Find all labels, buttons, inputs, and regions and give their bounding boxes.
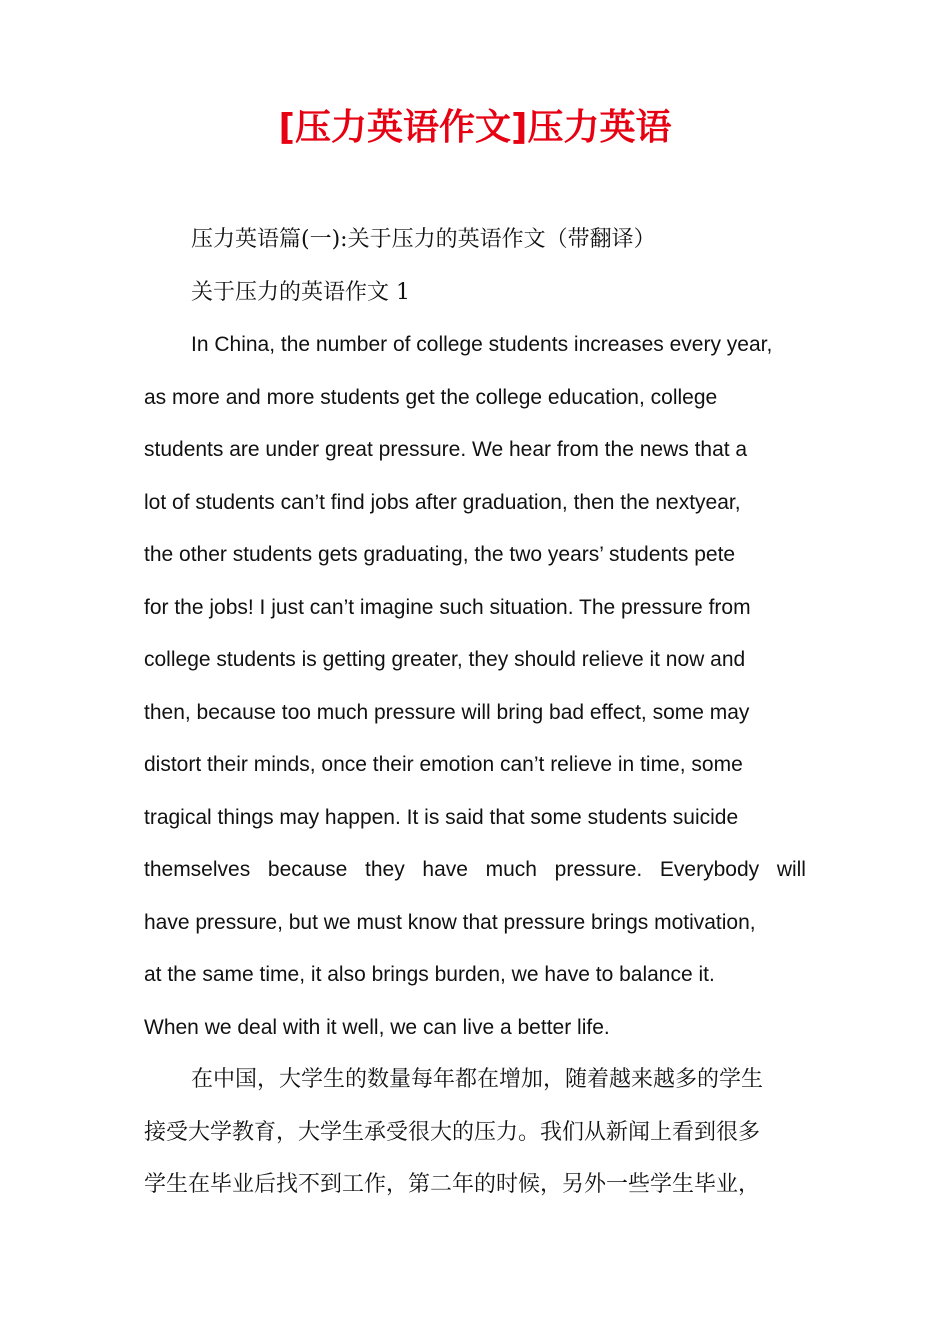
text-line: lot of students can’t find jobs after graduation, then the nextyear,	[144, 490, 741, 514]
text-line: the other students gets graduating, the two years’ students pete	[144, 543, 736, 566]
text-line: In China, the number of college students increases every year,	[191, 333, 773, 356]
word: because	[267, 858, 348, 881]
text-line: 学生在毕业后找不到工作，第二年的时候，另外一些学生毕业，	[144, 1172, 761, 1197]
text-line: have pressure, but we must know that pressure brings motivation,	[144, 910, 756, 934]
text-line: students are under great pressure. We hear from the news that a	[144, 438, 748, 461]
word: much	[485, 858, 537, 881]
text-line: 接受大学教育，大学生承受很大的压力。我们从新闻上看到很多	[144, 1119, 761, 1145]
section-heading: 压力英语篇(一):关于压力的英语作文（带翻译）	[191, 227, 656, 252]
text-line: college students is getting greater, they should relieve it now and	[144, 648, 746, 671]
english-paragraph	[144, 319, 814, 1054]
word: pressure.	[554, 858, 643, 881]
text-line: at the same time, it also brings burden, we have to balance it.	[144, 963, 715, 986]
word: have	[422, 858, 468, 881]
word: Everybody	[659, 858, 760, 881]
word: they	[365, 858, 405, 881]
essay-heading: 关于压力的英语作文 1	[191, 279, 410, 305]
chinese-paragraph	[144, 1054, 814, 1212]
text-line: When we deal with it well, we can live a better life.	[144, 1015, 610, 1039]
word: themselves	[144, 858, 251, 881]
text-line: distort their minds, once their emotion can’t relieve in time, some	[144, 753, 743, 776]
text-line: as more and more students get the college education, college	[144, 385, 718, 409]
text-line: then, because too much pressure will bring bad effect, some may	[144, 700, 750, 724]
text-line: tragical things may happen. It is said that some students suicide	[144, 805, 739, 829]
document-body	[144, 214, 814, 1212]
text-line: for the jobs! I just can’t imagine such situation. The pressure from	[144, 595, 751, 619]
document-title: [压力英语作文]压力英语	[278, 107, 672, 148]
word: will	[776, 858, 806, 881]
text-line: 在中国，大学生的数量每年都在增加，随着越来越多的学生	[191, 1067, 764, 1092]
justified-text-line	[144, 844, 806, 897]
